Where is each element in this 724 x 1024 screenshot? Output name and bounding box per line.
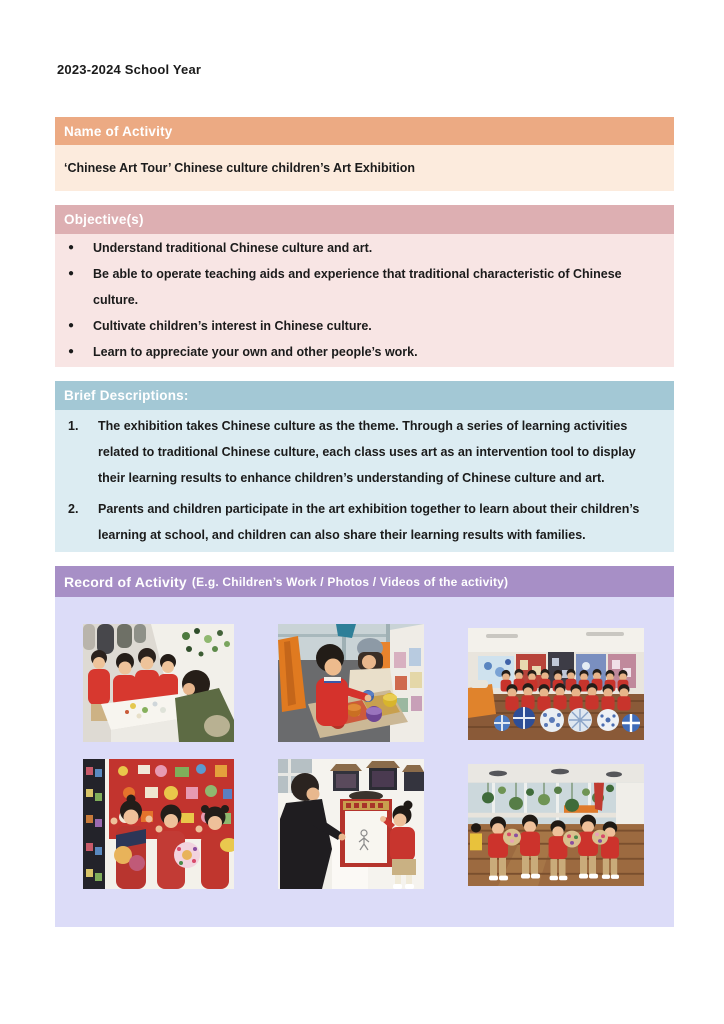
objective-item: ● Understand traditional Chinese culture and art.: [63, 235, 664, 261]
section-name-of-activity: [55, 117, 674, 191]
activity-photo-2: [278, 624, 424, 742]
objectives-body: [55, 234, 674, 367]
photo-row-2: [83, 759, 644, 889]
section-brief-descriptions: [55, 381, 674, 552]
brief-item-text: The exhibition takes Chinese culture as the theme. Through a series of learning activities related to traditional Chinese culture, each class uses art as an intervention tool to display their learning results to enhance children’s understanding of Chinese culture and art.: [98, 419, 636, 485]
brief-descriptions-body: [55, 410, 674, 552]
section-title: Record of Activity: [64, 573, 187, 590]
section-title: Brief Descriptions:: [64, 388, 189, 403]
section-header-name-of-activity: [55, 117, 674, 145]
document-content: [55, 117, 674, 927]
record-of-activity-body: [55, 597, 674, 927]
activity-photo-4: [83, 759, 234, 889]
section-title: Name of Activity: [64, 123, 173, 139]
brief-item-text: Parents and children participate in the art exhibition together to learn about their children’s learning at school, and children can also share their learning results with families.: [98, 502, 640, 542]
brief-item-number: 2.: [68, 502, 79, 516]
activity-photo-5: [278, 759, 424, 889]
activity-photo-1: [83, 624, 234, 742]
section-title: Objective(s): [64, 212, 144, 227]
activity-name-value: ‘Chinese Art Tour’ Chinese culture children’s Art Exhibition: [55, 145, 674, 191]
activity-photo-6: [468, 764, 644, 886]
section-header-objectives: [55, 205, 674, 234]
photo-row-1: [83, 624, 644, 742]
brief-descriptions-list: [63, 413, 664, 548]
objectives-list: [63, 235, 664, 365]
objective-item: ● Cultivate children’s interest in Chinese culture.: [63, 313, 664, 339]
objective-item: ● Learn to appreciate your own and other people’s work.: [63, 339, 664, 365]
school-year-heading: 2023-2024 School Year: [57, 62, 202, 77]
brief-item: [63, 413, 664, 491]
brief-item: [63, 496, 664, 548]
objective-item: ● Be able to operate teaching aids and experience that traditional characteristic of Chinese culture.: [63, 261, 664, 313]
brief-item-number: 1.: [68, 419, 79, 433]
section-header-brief-descriptions: [55, 381, 674, 410]
section-subtitle: (E.g. Children’s Work / Photos / Videos of the activity): [191, 574, 509, 589]
section-header-record-of-activity: [55, 566, 674, 597]
activity-photo-3: [468, 628, 644, 740]
section-record-of-activity: [55, 566, 674, 927]
photo-grid: [83, 624, 644, 889]
section-objectives: [55, 205, 674, 367]
